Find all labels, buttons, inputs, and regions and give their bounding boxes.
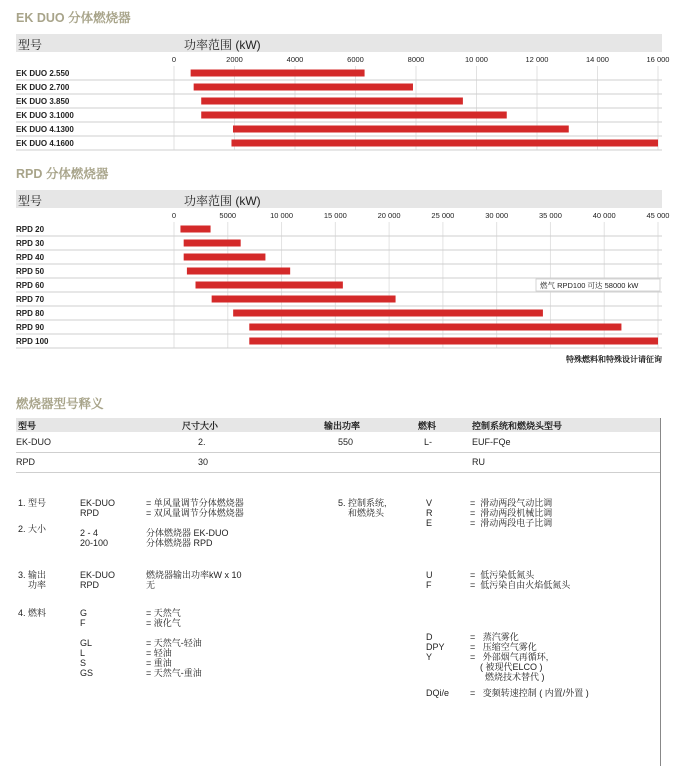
tick-label: 20 000 [377,211,401,220]
key-example-row [16,454,660,473]
model-key-box [16,418,661,766]
key-atomize-codes: D DPY Y [426,632,445,662]
key-item-power-desc: 燃烧器输出功率kW x 10 无 [146,570,242,590]
annotation-text: 燃气 RPD100 可达 58000 kW [540,281,639,290]
row-label: RPD 90 [16,323,45,332]
key-header-size: 尺寸大小 [182,421,219,431]
row-label: RPD 80 [16,309,45,318]
ek-col-range: 功率范围 (kW) [184,38,261,52]
range-bar [201,98,463,105]
tick-label: 0 [171,211,177,220]
rpd-section-title: RPD 分体燃烧器 [16,167,109,181]
key-head-codes: U F [426,570,433,590]
range-bar [201,112,507,119]
rpd-chart-svg [16,210,670,350]
range-bar [212,296,396,303]
tick-label: 15 000 [323,211,347,220]
key-head-desc: = 低污染低氮头 = 低污染自由火焰低氮头 [470,570,571,590]
tick-label: 5000 [219,211,237,220]
range-bar [196,282,343,289]
ek-col-model: 型号 [18,38,43,52]
row1-size: 2. [198,437,206,447]
row2-model: RPD [16,457,36,467]
range-bar [187,268,290,275]
row1-power: 550 [338,437,354,447]
ek-chart-svg [16,54,670,150]
range-bar [231,140,658,147]
key-item-fuel-num: 4. 燃料 [18,608,47,618]
tick-label: 10 000 [270,211,294,220]
rpd-footnote: 特殊燃料和特殊设计请征询 [566,355,662,364]
row-label: RPD 30 [16,239,45,248]
range-bar [194,84,413,91]
row-label: EK DUO 3.850 [16,97,70,106]
key-item-fuel-desc2: = 天然气-轻油 = 轻油 = 重油 = 天然气-重油 [146,638,202,678]
range-bar [233,126,569,133]
row1-control: EUF-FQe [472,437,511,447]
row-label: EK DUO 2.700 [16,83,70,92]
tick-label: 40 000 [592,211,616,220]
rpd-range-chart [16,210,670,350]
range-bar [249,324,621,331]
rpd-col-model: 型号 [18,194,43,208]
key-header-model: 型号 [18,421,37,431]
key-item-size-codes: 2 - 4 20-100 [80,528,109,548]
ek-table-header [16,34,662,52]
tick-label: 16 000 [646,55,670,64]
tick-label: 12 000 [525,55,549,64]
key-header-fuel: 燃料 [418,421,437,431]
tick-label: 45 000 [646,211,670,220]
tick-label: 35 000 [538,211,562,220]
row-label: RPD 50 [16,267,45,276]
row-label: EK DUO 3.1000 [16,111,74,120]
tick-label: 8000 [407,55,425,64]
row-label: RPD 40 [16,253,45,262]
row2-size: 30 [198,457,209,467]
row-label: RPD 20 [16,225,45,234]
tick-label: 6000 [347,55,364,64]
row-label: RPD 60 [16,281,45,290]
row1-fuel: L- [424,437,433,447]
key-atomize-desc: = 蒸汽雾化 = 压缩空气雾化 = 外部烟气再循环, ( 被现代ELCO ) 燃烧技术替代 ) [470,632,549,682]
row-label: RPD 70 [16,295,45,304]
key-item-model-desc: = 单风量调节分体燃烧器 = 双风量调节分体燃烧器 [146,498,244,518]
key-item-size-num: 2. 大小 [18,524,47,534]
ek-range-chart [16,54,670,150]
rpd-col-range: 功率范围 (kW) [184,194,261,208]
row-label: EK DUO 4.1600 [16,139,74,148]
key-header-power: 输出功率 [324,421,361,431]
range-bar [180,226,210,233]
key-example-row [16,434,660,453]
range-bar [184,254,266,261]
tick-label: 14 000 [586,55,609,64]
range-bar [249,338,658,345]
range-bar [191,70,365,77]
range-bar [184,240,241,247]
key-item-power-num: 3. 输出 功率 [18,570,47,590]
tick-label: 0 [171,55,177,64]
key-section-title: 燃烧器型号释义 [16,397,104,411]
tick-label: 25 000 [431,211,455,220]
key-item-control-num: 5. 控制系统, 和燃烧头 [338,498,387,518]
key-table-header [16,418,660,432]
row-label: EK DUO 2.550 [16,69,70,78]
rpd-table-header [16,190,662,208]
ek-section-title: EK DUO 分体燃烧器 [16,11,131,25]
tick-label: 10 000 [465,55,488,64]
tick-label: 30 000 [485,211,509,220]
key-item-model-codes: EK-DUO RPD [80,498,116,518]
key-vfd-codes: DQi/e [426,688,450,698]
range-bar [233,310,543,317]
row-label: EK DUO 4.1300 [16,125,74,134]
row1-model: EK-DUO [16,437,52,447]
row2-control: RU [472,457,485,467]
tick-label: 2000 [226,55,243,64]
key-control-desc: = 滑动两段气动比调 = 滑动两段机械比调 = 滑动两段电子比调 [470,498,553,528]
key-header-control: 控制系统和燃烧头型号 [472,421,563,431]
row-label: RPD 100 [16,337,49,346]
key-item-model-num: 1. 型号 [18,498,47,508]
key-vfd-desc: = 变频转速控制 ( 内置/外置 ) [470,688,589,698]
key-item-fuel-desc1: = 天然气 = 液化气 [146,608,181,628]
key-item-fuel-codes2: GL L S GS [80,638,94,678]
key-item-size-desc: 分体燃烧器 EK-DUO 分体燃烧器 RPD [146,528,229,548]
key-item-power-codes: EK-DUO RPD [80,570,116,590]
key-control-codes: V R E [426,498,433,528]
key-item-fuel-codes1: G F [80,608,88,628]
tick-label: 4000 [286,55,304,64]
